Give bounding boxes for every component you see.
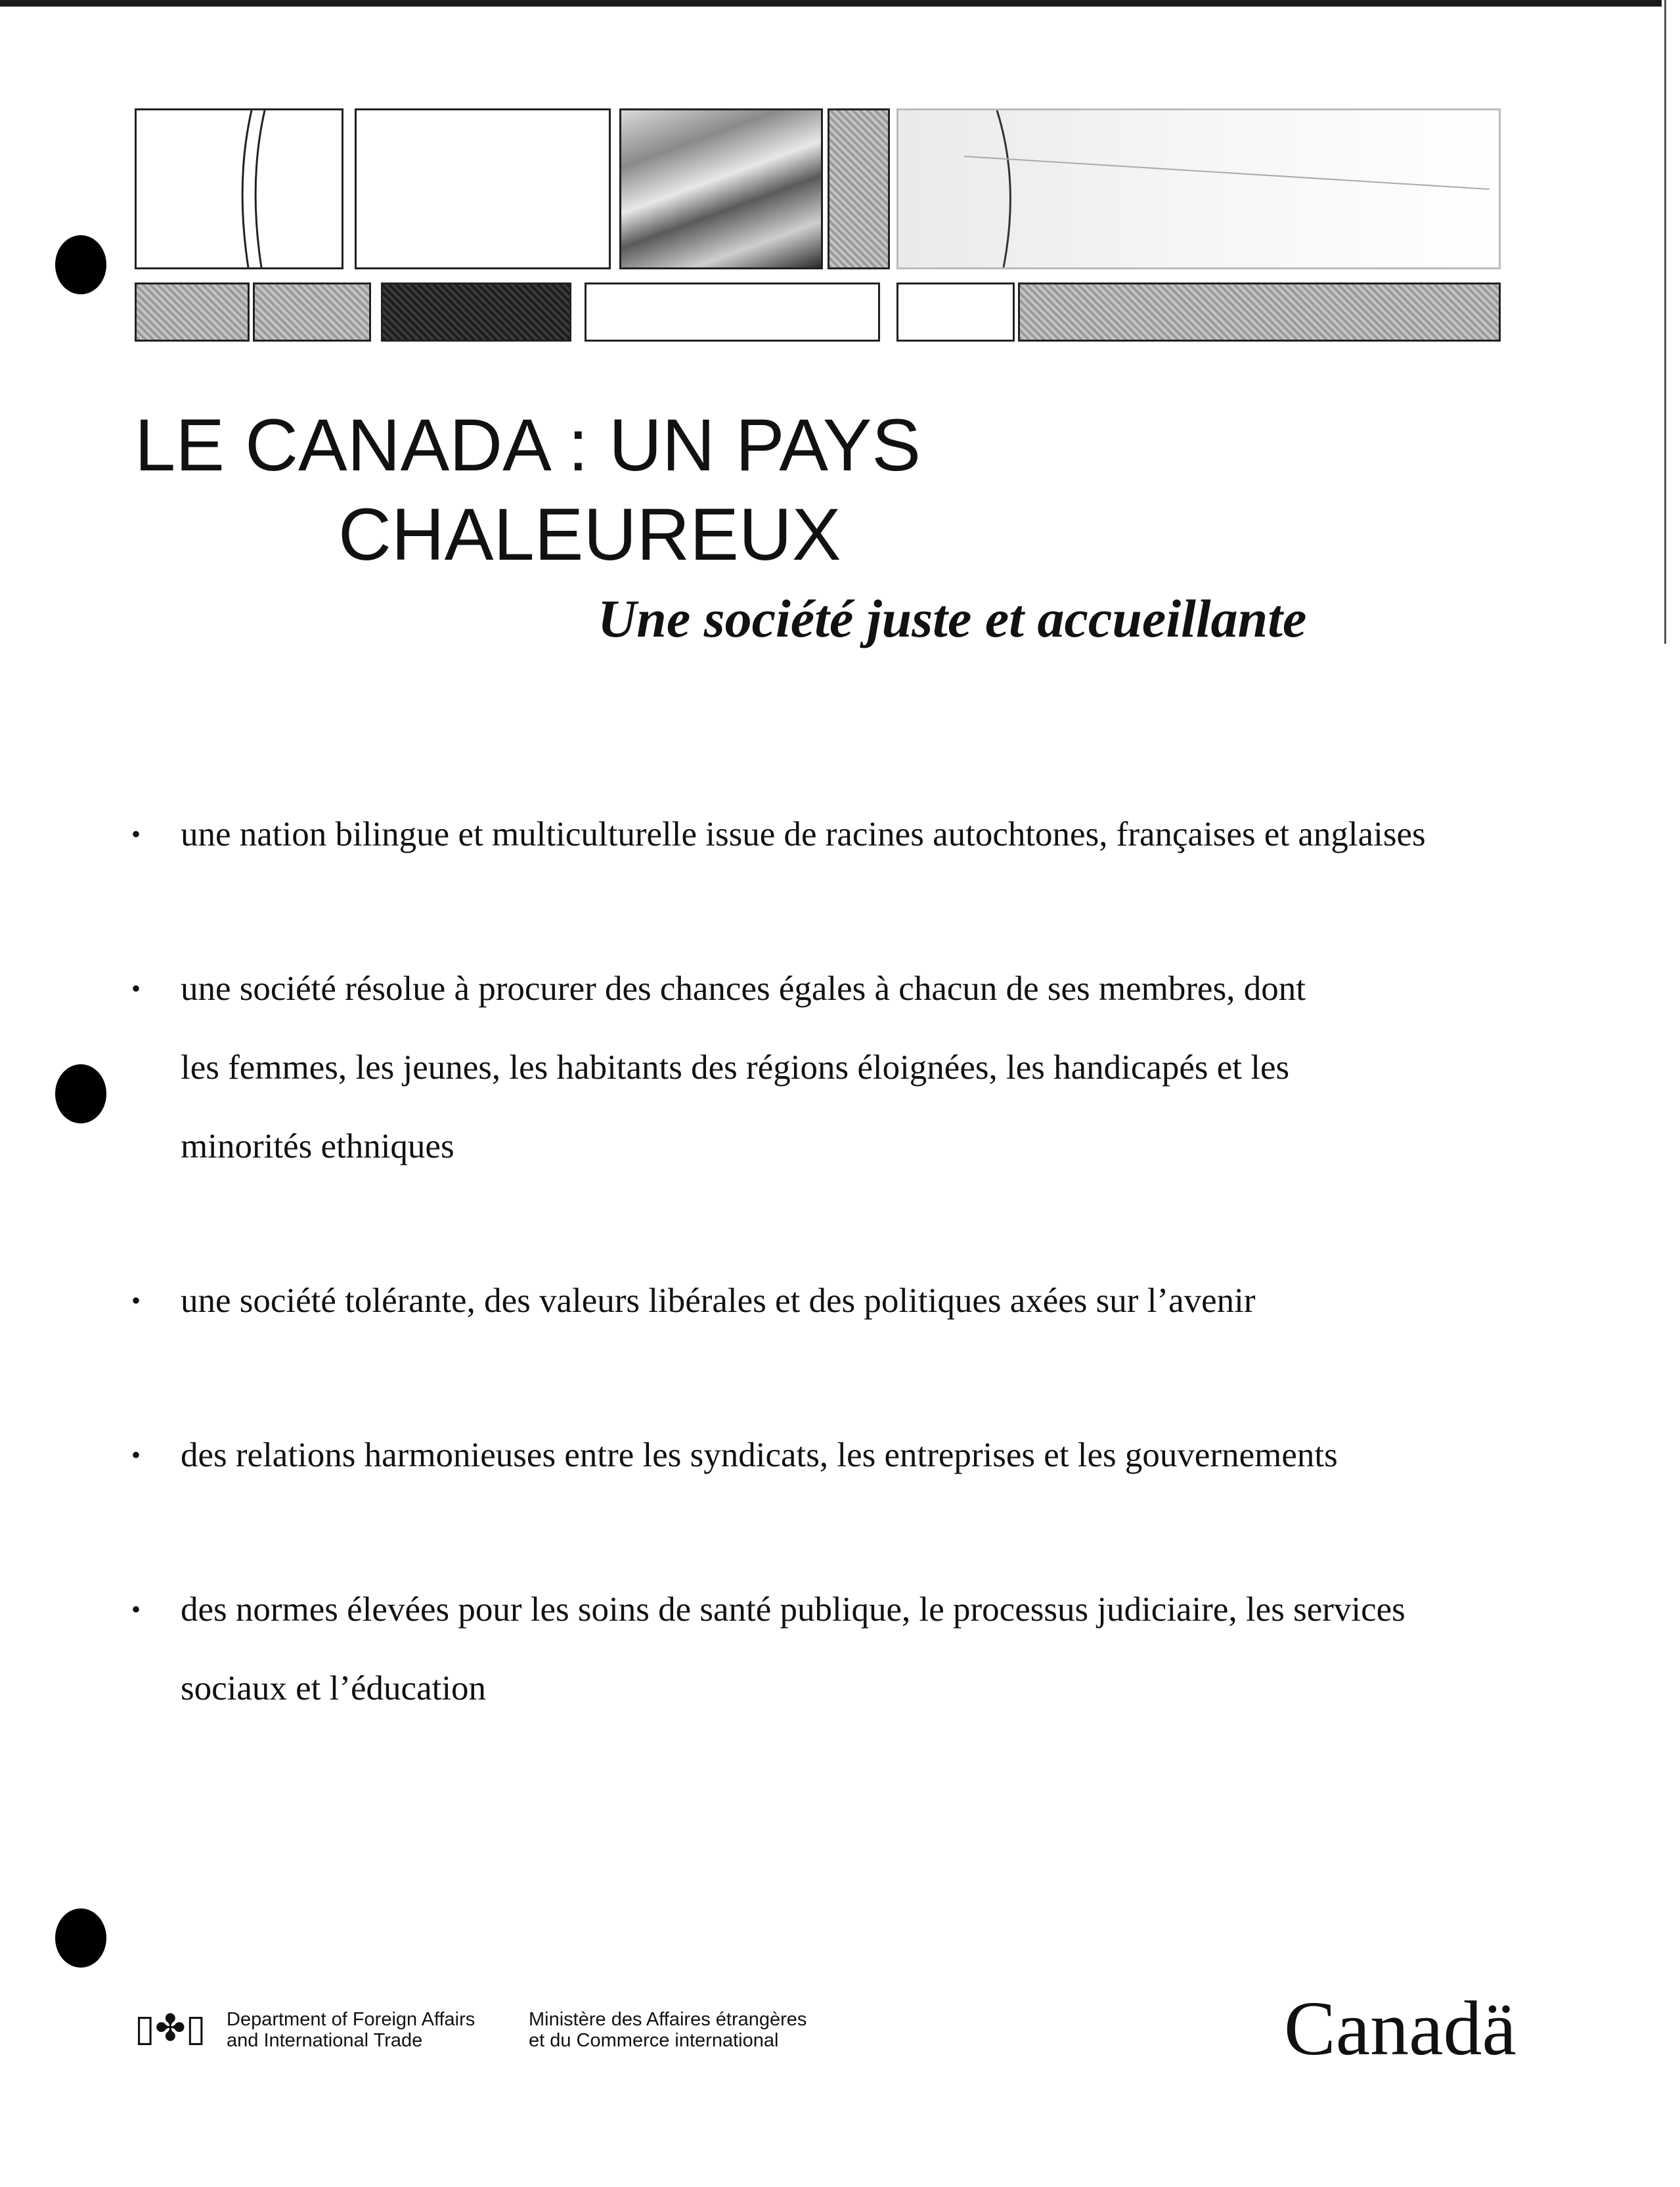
bullet-text: des relations harmonieuses entre les syndicats, les entreprises et les gouvernements (181, 1436, 1338, 1474)
canada-wordmark: Canadä (1284, 1985, 1516, 2071)
bullet-text: une nation bilingue et multiculturelle issue de racines autochtones, françaises et anglaises (181, 815, 1426, 853)
banner-curve (898, 110, 1499, 267)
banner-panel (355, 108, 611, 269)
banner-tile (381, 282, 571, 342)
banner-tile (253, 282, 371, 342)
bullet-text: des normes élevées pour les soins de santé publique, le processus judiciaire, les services (181, 1590, 1405, 1629)
banner-panel (828, 108, 890, 269)
page-title (135, 401, 921, 579)
banner-tile (585, 282, 880, 342)
banner-panel (896, 108, 1501, 269)
banner-tile (135, 282, 250, 342)
page-edge (1664, 0, 1666, 644)
bullet-item (131, 1261, 1543, 1340)
bullet-text: minorités ethniques (181, 1127, 454, 1165)
bullet-text: les femmes, les jeunes, les habitants des régions éloignées, les handicapés et les (181, 1048, 1290, 1087)
dept-fr-line-2: et du Commerce international (529, 2030, 779, 2051)
top-rule (0, 0, 1662, 7)
punch-hole-top (55, 235, 106, 294)
dept-en-line-1: Department of Foreign Affairs (227, 2009, 475, 2030)
bullet-item (131, 949, 1543, 1186)
canada-flag-symbol-icon: ▯✤▯ (135, 2007, 206, 2050)
punch-hole-middle (55, 1064, 106, 1123)
title-line-2: CHALEUREUX (338, 493, 841, 575)
banner-tile (1018, 282, 1501, 342)
bullet-text: une société tolérante, des valeurs libérales et des politiques axées sur l’avenir (181, 1282, 1256, 1320)
bullet-text: sociaux et l’éducation (181, 1669, 487, 1707)
banner-photo (619, 108, 823, 269)
department-name-en (227, 2009, 475, 2051)
header-banner (135, 108, 1501, 345)
bullet-item (131, 795, 1543, 874)
bullet-text: une société résolue à procurer des chances égales à chacun de ses membres, dont (181, 970, 1306, 1008)
bullet-item (131, 1416, 1543, 1495)
bullet-item (131, 1570, 1543, 1728)
punch-hole-bottom (55, 1908, 106, 1968)
department-name-fr (529, 2009, 807, 2051)
dept-en-line-2: and International Trade (227, 2030, 423, 2051)
banner-panel (135, 108, 343, 269)
banner-tile (896, 282, 1015, 342)
bullet-list (131, 795, 1543, 1728)
page-subtitle: Une société juste et accueillante (598, 589, 1307, 648)
title-line-1: LE CANADA : UN PAYS (135, 404, 921, 486)
banner-curve (137, 110, 342, 267)
dept-fr-line-1: Ministère des Affaires étrangères (529, 2009, 807, 2030)
